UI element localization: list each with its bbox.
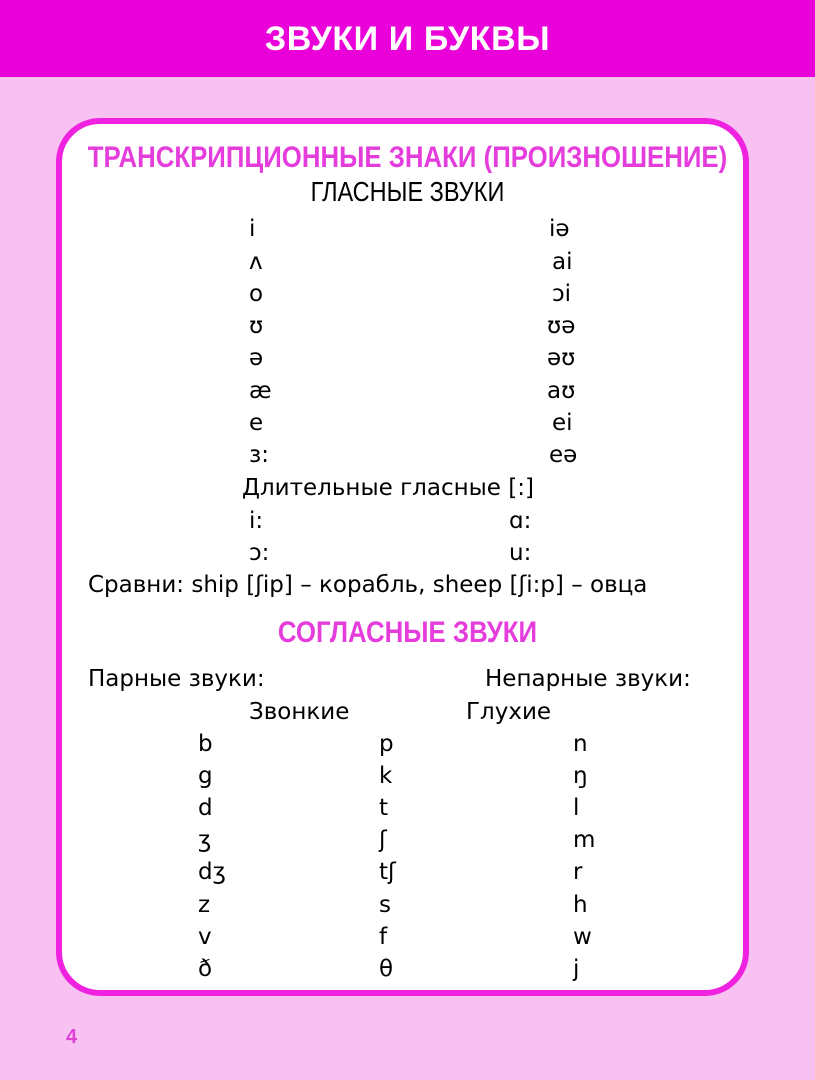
consonant-voiced-2: g (198, 763, 213, 789)
page-number: 4 (66, 1026, 78, 1048)
vowel-left-4: ʊ (249, 313, 264, 339)
content-card (56, 118, 749, 996)
consonant-voiced-3: d (198, 795, 213, 821)
voiceless-label: Глухие (466, 699, 552, 725)
consonant-voiceless-3: t (379, 795, 389, 821)
vowel-right-4: ʊə (547, 313, 576, 339)
consonant-voiceless-5: tʃ (379, 859, 396, 885)
compare-line: Сравни: ship [ʃip] – корабль, sheep [ʃi:p] – овца (88, 572, 648, 598)
vowel-right-3: ɔi (552, 281, 572, 307)
paired-sounds-label: Парные звуки: (88, 666, 265, 692)
consonant-voiced-6: z (198, 892, 211, 918)
consonant-voiceless-2: k (379, 763, 393, 789)
vowel-left-1: i (249, 216, 256, 242)
consonant-unpaired-1: n (573, 731, 588, 757)
vowel-left-3: o (249, 281, 264, 307)
consonant-voiceless-1: p (379, 731, 394, 757)
voiced-label: Звонкие (249, 699, 350, 725)
unpaired-sounds-label: Непарные звуки: (485, 666, 691, 692)
transcription-title: ТРАНСКРИПЦИОННЫЕ ЗНАКИ (ПРОИЗНОШЕНИЕ) (87, 141, 728, 174)
consonant-voiceless-7: f (379, 924, 388, 950)
consonant-unpaired-8: j (573, 956, 580, 982)
vowels-title: ГЛАСНЫЕ ЗВУКИ (310, 176, 505, 207)
vowel-right-1: iə (549, 216, 570, 242)
consonant-unpaired-3: l (573, 795, 580, 821)
vowel-right-5: əʊ (547, 345, 576, 371)
page-header-title: ЗВУКИ И БУКВЫ (264, 20, 551, 58)
long-vowel-right-1: ɑ: (509, 508, 532, 534)
long-vowels-title: Длительные гласные [:] (242, 475, 534, 501)
long-vowel-left-1: i: (249, 508, 264, 534)
vowel-left-2: ʌ (249, 249, 263, 275)
consonant-voiced-4: ʒ (198, 827, 212, 853)
vowel-left-5: ə (249, 345, 264, 371)
vowel-left-7: e (249, 410, 264, 436)
consonant-voiced-8: ð (198, 956, 213, 982)
vowel-left-8: ɜ: (249, 442, 269, 468)
consonant-voiceless-4: ʃ (379, 827, 387, 853)
vowel-right-2: ai (552, 249, 573, 275)
long-vowel-right-2: u: (509, 540, 532, 566)
consonant-voiced-1: b (198, 731, 213, 757)
vowel-right-7: ei (552, 410, 573, 436)
consonant-unpaired-4: m (573, 827, 596, 853)
consonant-voiceless-8: θ (379, 956, 394, 982)
vowel-left-6: æ (249, 378, 272, 404)
consonants-title: СОГЛАСНЫЕ ЗВУКИ (277, 616, 538, 649)
vowel-right-6: aʊ (547, 378, 576, 404)
consonant-unpaired-2: ŋ (573, 763, 588, 789)
consonant-unpaired-7: w (573, 924, 592, 950)
vowel-right-8: eə (549, 442, 578, 468)
consonant-voiced-7: v (198, 924, 212, 950)
long-vowel-left-2: ɔ: (249, 540, 270, 566)
consonant-unpaired-6: h (573, 892, 588, 918)
consonant-voiced-5: dʒ (198, 859, 226, 885)
consonant-voiceless-6: s (379, 892, 391, 918)
consonant-unpaired-5: r (573, 859, 583, 885)
